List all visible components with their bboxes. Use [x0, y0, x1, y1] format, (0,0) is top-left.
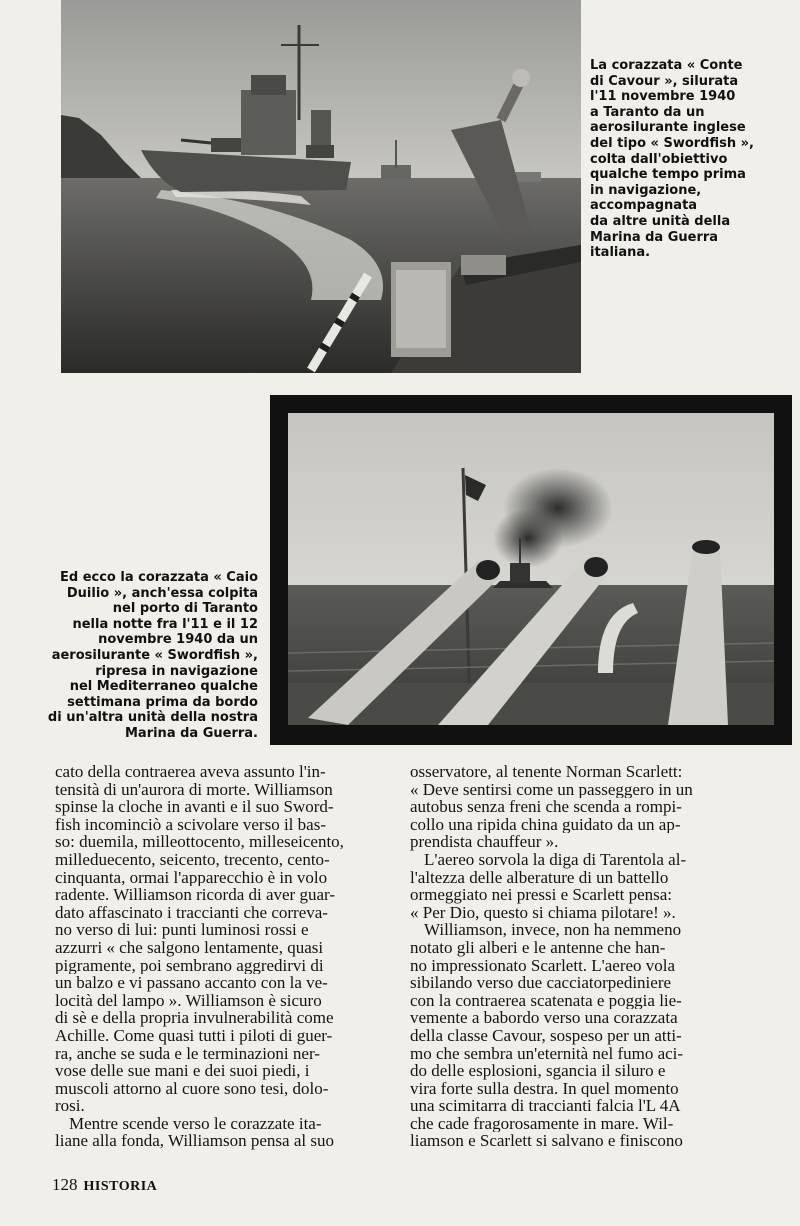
caption-line: nel Mediterraneo qualche [69, 679, 258, 695]
caption-line: aerosilurante « Swordfish », [51, 647, 258, 663]
body-line: ra, anche se suda e le terminazioni ner- [55, 1044, 320, 1063]
body-line: fish incominciò a scivolare verso il bas- [55, 815, 326, 834]
caption-line: nel porto di Taranto [112, 601, 258, 617]
body-line: osservatore, al tenente Norman Scarlett: [410, 763, 683, 781]
caption-line: italiana. [590, 245, 651, 261]
body-line: Mentre scende verso le corazzate ita- [69, 1114, 322, 1133]
photo1-caption [590, 58, 795, 261]
body-line: cinquanta, ormai l'apparecchio è in volo [55, 868, 328, 887]
caption-line: qualche tempo prima [590, 167, 746, 183]
body-line: spinse la cloche in avanti e il suo Sword- [55, 798, 334, 816]
body-line: mo che sembra un'eternità nel fumo aci- [410, 1044, 684, 1063]
caption-line: Marina da Guerra [590, 229, 719, 245]
caption-line: novembre 1940 da un [98, 632, 258, 648]
body-line: so: duemila, milleottocento, milleseicento, [55, 833, 344, 851]
body-line: liamson e Scarlett si salvano e finiscono [410, 1132, 683, 1151]
body-line: che cade fragorosamente in mare. Wil- [410, 1114, 674, 1133]
page-footer [52, 1175, 157, 1195]
battleship-photo-image [61, 0, 581, 373]
body-line: vemente a babordo verso una corazzata [410, 1009, 678, 1027]
body-right-column [410, 763, 745, 1150]
caption-line: ripresa in navigazione [95, 663, 258, 679]
body-line: radente. Williamson ricorda di aver guar- [55, 886, 335, 904]
body-line: di sè e della propria invulnerabilità come [55, 1009, 334, 1027]
body-line: « Deve sentirsi come un passeggero in un [410, 780, 693, 799]
caption-line: a Taranto da un [590, 104, 705, 120]
body-line: milleduecento, seicento, trecento, cento- [55, 850, 330, 869]
photo2-caption [40, 570, 258, 742]
body-line: prendista chauffeur ». [410, 833, 559, 851]
body-line: sibilando verso due cacciatorpediniere [410, 974, 672, 992]
battleship-guns-photo-image [288, 413, 774, 725]
body-line: locità del lampo ». Williamson è sicuro [55, 991, 322, 1010]
body-line: della classe Cavour, sospeso per un atti- [410, 1026, 682, 1045]
caption-line: Ed ecco la corazzata « Caio [59, 570, 258, 585]
body-line: tensità di un'aurora di morte. Williamson [55, 780, 333, 799]
body-left-column [55, 763, 390, 1150]
caption-line: colta dall'obiettivo [590, 151, 728, 167]
body-line: vose delle sue mani e dei suoi piedi, i [55, 1062, 310, 1080]
caption-line: nella notte fra l'11 e il 12 [72, 616, 258, 632]
body-line: do delle esplosioni, sgancia il siluro e [410, 1062, 666, 1080]
body-line: con la contraerea scatenata e poggia lie- [410, 991, 682, 1010]
body-line: ormeggiato nei pressi e Scarlett pensa: [410, 886, 672, 904]
body-line: L'aereo sorvola la diga di Tarentola al- [424, 850, 687, 869]
body-line: vira forte sulla destra. In quel momento [410, 1079, 679, 1098]
caption-line: di Cavour », silurata [590, 73, 739, 89]
body-line: azzurri « che salgono lentamente, quasi [55, 938, 324, 957]
body-line: rosi. [55, 1097, 85, 1115]
body-line: pigramente, poi sembrano aggredirvi di [55, 956, 324, 975]
body-line: Williamson, invece, non ha nemmeno [424, 921, 682, 939]
caption-line: in navigazione, [590, 182, 702, 198]
body-line: dato affascinato i traccianti che correva- [55, 903, 328, 922]
caption-line: aerosilurante inglese [590, 120, 746, 136]
body-line: collo una ripida china guidato da un ap- [410, 815, 681, 834]
body-line: notato gli alberi e le antenne che han- [410, 938, 666, 957]
body-line: una scimitarra di traccianti falcia l'L 4A [410, 1097, 681, 1115]
photo-conte-di-cavour [61, 0, 581, 373]
caption-line: La corazzata « Conte [590, 58, 743, 73]
caption-line: Duilio », anch'essa colpita [66, 585, 258, 601]
body-line: autobus senza freni che scenda a rompi- [410, 798, 682, 816]
page-number: 128 [52, 1175, 78, 1194]
caption-line: di un'altra unità della nostra [47, 710, 258, 726]
body-line: « Per Dio, questo si chiama pilotare! ». [410, 903, 676, 922]
body-line: no verso di lui: punti luminosi rossi e [55, 921, 309, 939]
caption-line: l'11 novembre 1940 [590, 89, 736, 105]
body-line: cato della contraerea aveva assunto l'in- [55, 763, 326, 781]
body-line: muscoli attorno al cuore sono tesi, dolo- [55, 1079, 329, 1098]
body-line: Achille. Come quasi tutti i piloti di guer- [55, 1026, 333, 1045]
caption-line: del tipo « Swordfish », [590, 135, 754, 151]
body-line: liane alla fonda, Williamson pensa al suo [55, 1132, 334, 1151]
body-line: un balzo e vi passano accanto con la ve- [55, 974, 328, 992]
body-line: no impressionato Scarlett. L'aereo vola [410, 956, 676, 975]
caption-line: da altre unità della [590, 213, 731, 229]
caption-line: Marina da Guerra. [124, 725, 258, 741]
magazine-name: HISTORIA [83, 1179, 158, 1194]
caption-line: accompagnata [590, 198, 698, 214]
body-line: l'altezza delle alberature di un battello [410, 868, 669, 887]
photo-caio-duilio-frame [270, 395, 792, 745]
caption-line: settimana prima da bordo [67, 694, 258, 710]
